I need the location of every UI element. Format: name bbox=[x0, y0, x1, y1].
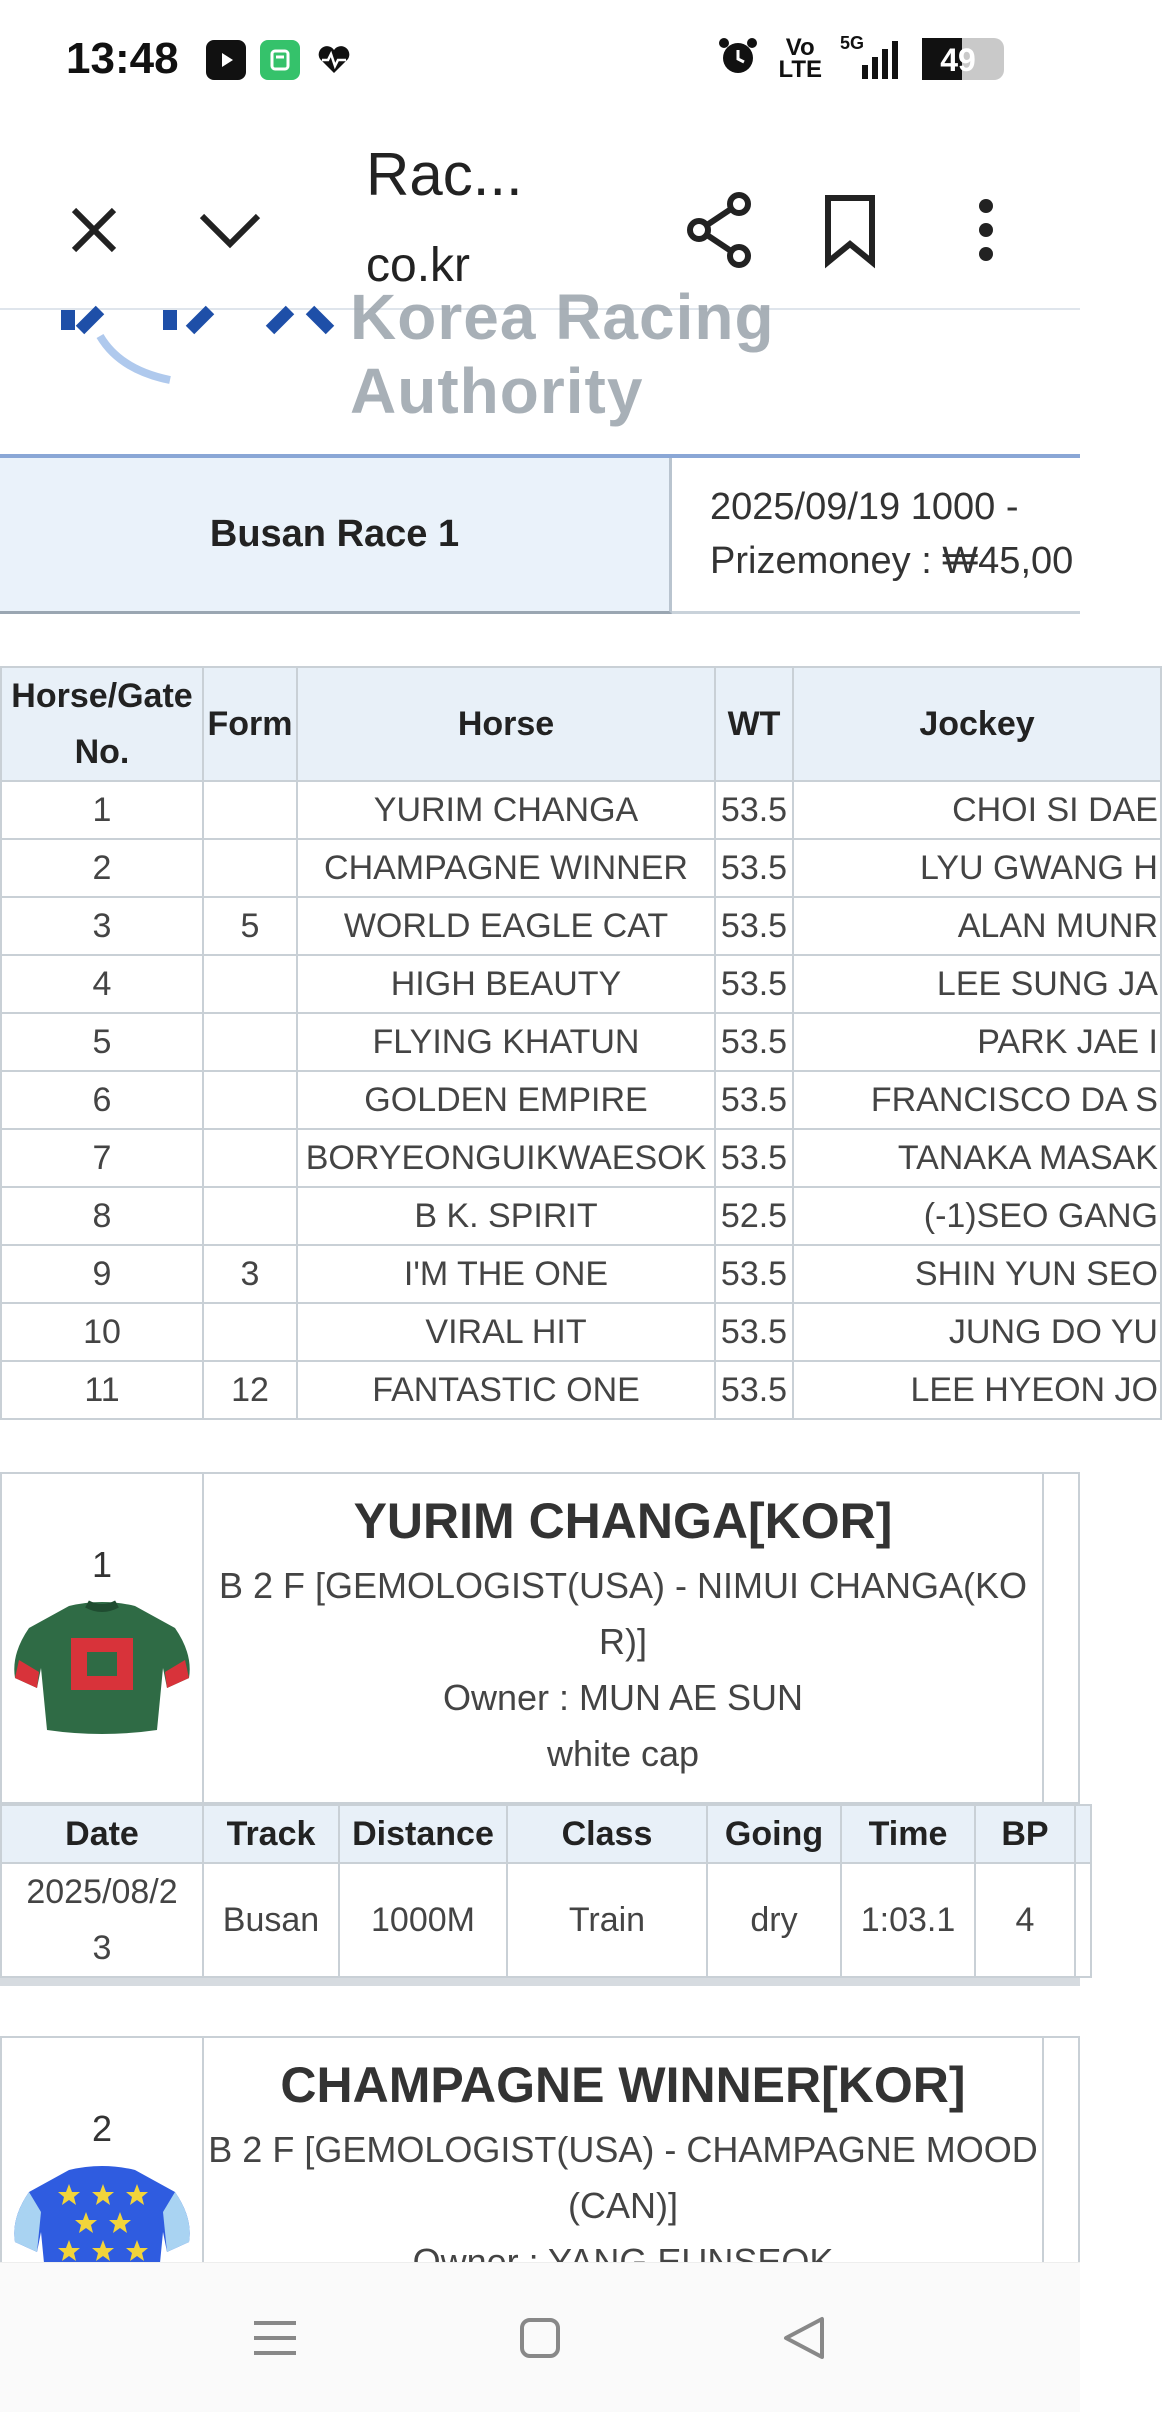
recent-apps-button[interactable] bbox=[240, 2303, 310, 2373]
col-form: Form bbox=[203, 667, 297, 781]
cell-form: 12 bbox=[203, 1361, 297, 1419]
horse-name: YURIM CHANGA[KOR] bbox=[353, 1493, 893, 1549]
page-content bbox=[0, 281, 1158, 2262]
record-col-overflow bbox=[1075, 1805, 1091, 1863]
record-going: dry bbox=[707, 1863, 841, 1977]
record-class: Train bbox=[507, 1863, 707, 1977]
record-date-part: 3 bbox=[92, 1929, 112, 1967]
cell-horse[interactable]: B K. SPIRIT bbox=[297, 1187, 715, 1245]
status-bar bbox=[0, 0, 1080, 120]
cell-gate-no: 7 bbox=[1, 1129, 203, 1187]
record-bp: 4 bbox=[975, 1863, 1075, 1977]
signal-icon bbox=[840, 32, 904, 81]
horse-card bbox=[0, 1472, 1080, 1986]
share-button[interactable] bbox=[670, 180, 770, 280]
horse-pedigree: B 2 F [GEMOLOGIST(USA) - CHAMPAGNE MOOD bbox=[208, 2129, 1038, 2170]
race-name: Busan Race 1 bbox=[0, 458, 672, 614]
horse-number: 1 bbox=[91, 1544, 113, 1585]
cell-weight: 53.5 bbox=[715, 1013, 793, 1071]
cell-gate-no: 8 bbox=[1, 1187, 203, 1245]
race-date-distance: 2025/09/19 1000 - bbox=[710, 486, 1019, 528]
cell-weight: 52.5 bbox=[715, 1187, 793, 1245]
cell-gate-no: 1 bbox=[1, 781, 203, 839]
alarm-icon bbox=[716, 34, 760, 83]
cell-gate-no: 9 bbox=[1, 1245, 203, 1303]
back-button[interactable] bbox=[770, 2303, 840, 2373]
cell-form bbox=[203, 1129, 297, 1187]
bookmark-icon bbox=[822, 194, 878, 266]
cell-weight: 53.5 bbox=[715, 955, 793, 1013]
record-col-going: Going bbox=[707, 1805, 841, 1863]
horse-card bbox=[0, 2036, 1080, 2296]
race-header bbox=[0, 458, 1080, 614]
cell-weight: 53.5 bbox=[715, 1303, 793, 1361]
share-icon bbox=[685, 192, 755, 268]
cell-jockey: ALAN MUNR bbox=[793, 897, 1161, 955]
bookmark-button[interactable] bbox=[800, 180, 900, 280]
table-row bbox=[1, 1013, 1161, 1071]
col-jockey: Jockey bbox=[793, 667, 1161, 781]
record-time: 1:03.1 bbox=[841, 1863, 975, 1977]
home-button[interactable] bbox=[505, 2303, 575, 2373]
cell-weight: 53.5 bbox=[715, 897, 793, 955]
close-tab-button[interactable] bbox=[52, 188, 136, 272]
health-icon bbox=[314, 40, 354, 80]
cell-weight: 53.5 bbox=[715, 1245, 793, 1303]
page-url[interactable]: co.kr bbox=[366, 239, 471, 292]
table-row bbox=[1, 1361, 1161, 1419]
app-icon bbox=[260, 40, 300, 80]
cell-jockey: LYU GWANG H bbox=[793, 839, 1161, 897]
logo-text: Korea Racing Authority bbox=[350, 281, 775, 427]
cell-form: 3 bbox=[203, 1245, 297, 1303]
record-col-date: Date bbox=[1, 1805, 203, 1863]
cell-jockey: (-1)SEO GANG bbox=[793, 1187, 1161, 1245]
cell-horse[interactable]: I'M THE ONE bbox=[297, 1245, 715, 1303]
table-row bbox=[1, 1187, 1161, 1245]
more-vert-icon bbox=[976, 198, 996, 262]
cell-horse[interactable]: GOLDEN EMPIRE bbox=[297, 1071, 715, 1129]
cell-horse[interactable]: CHAMPAGNE WINNER bbox=[297, 839, 715, 897]
cell-gate-no: 10 bbox=[1, 1303, 203, 1361]
cell-form bbox=[203, 1187, 297, 1245]
page-title: Rac... bbox=[366, 141, 523, 208]
race-prizemoney: Prizemoney : ₩45,00 bbox=[710, 540, 1074, 582]
record-date bbox=[1, 1863, 203, 1977]
entries-table bbox=[0, 666, 1162, 1420]
cell-gate-no: 11 bbox=[1, 1361, 203, 1419]
record-col-class: Class bbox=[507, 1805, 707, 1863]
chevron-down-icon bbox=[198, 210, 262, 250]
youtube-icon bbox=[206, 40, 246, 80]
battery-level: 49 bbox=[940, 41, 976, 78]
menu-icon bbox=[240, 2303, 310, 2373]
cell-horse[interactable]: FLYING KHATUN bbox=[297, 1013, 715, 1071]
cell-jockey: SHIN YUN SEO bbox=[793, 1245, 1161, 1303]
record-date-part: 2025/08/2 bbox=[26, 1873, 178, 1911]
race-record-table bbox=[0, 1804, 1092, 1978]
horse-number: 2 bbox=[91, 2108, 113, 2149]
cell-gate-no: 3 bbox=[1, 897, 203, 955]
horse-owner: Owner : MUN AE SUN bbox=[442, 1677, 804, 1718]
cell-form bbox=[203, 1013, 297, 1071]
cell-jockey: FRANCISCO DA S bbox=[793, 1071, 1161, 1129]
cell-horse[interactable]: WORLD EAGLE CAT bbox=[297, 897, 715, 955]
horse-name: CHAMPAGNE WINNER[KOR] bbox=[280, 2057, 966, 2113]
horse-cap: white cap bbox=[546, 1733, 700, 1774]
table-row bbox=[1, 1303, 1161, 1361]
home-icon bbox=[505, 2303, 575, 2373]
cell-gate-no: 6 bbox=[1, 1071, 203, 1129]
jockey-silk-icon bbox=[7, 2162, 197, 2262]
col-weight: WT bbox=[715, 667, 793, 781]
cell-form bbox=[203, 839, 297, 897]
record-row bbox=[1, 1863, 1091, 1977]
record-header-row bbox=[1, 1805, 1091, 1863]
cell-weight: 53.5 bbox=[715, 781, 793, 839]
table-row bbox=[1, 1129, 1161, 1187]
cell-jockey: LEE SUNG JA bbox=[793, 955, 1161, 1013]
col-horse: Horse bbox=[297, 667, 715, 781]
minimize-button[interactable] bbox=[188, 188, 272, 272]
cell-horse[interactable]: VIRAL HIT bbox=[297, 1303, 715, 1361]
horse-pedigree: B 2 F [GEMOLOGIST(USA) - NIMUI CHANGA(KO bbox=[218, 1565, 1028, 1606]
entries-header-row bbox=[1, 667, 1161, 781]
cell-form bbox=[203, 1071, 297, 1129]
table-row bbox=[1, 897, 1161, 955]
cell-horse[interactable]: BORYEONGUIKWAESOK bbox=[297, 1129, 715, 1187]
cell-gate-no: 5 bbox=[1, 1013, 203, 1071]
table-row bbox=[1, 1071, 1161, 1129]
record-distance: 1000M bbox=[339, 1863, 507, 1977]
system-nav-bar bbox=[0, 2262, 1080, 2412]
cell-jockey: JUNG DO YU bbox=[793, 1303, 1161, 1361]
cell-weight: 53.5 bbox=[715, 1071, 793, 1129]
table-row bbox=[1, 955, 1161, 1013]
close-icon bbox=[66, 202, 122, 258]
cell-form bbox=[203, 955, 297, 1013]
network-label: 5G bbox=[840, 32, 865, 53]
horse-pedigree-cont: (CAN)] bbox=[568, 2185, 678, 2226]
record-col-distance: Distance bbox=[339, 1805, 507, 1863]
table-row bbox=[1, 1245, 1161, 1303]
more-options-button[interactable] bbox=[946, 180, 1026, 280]
kra-logo-icon bbox=[60, 310, 360, 390]
cell-horse[interactable]: HIGH BEAUTY bbox=[297, 955, 715, 1013]
card-divider bbox=[0, 1978, 1080, 1986]
back-icon bbox=[770, 2303, 840, 2373]
record-overflow bbox=[1075, 1863, 1091, 1977]
battery-icon bbox=[922, 38, 1004, 80]
cell-weight: 53.5 bbox=[715, 839, 793, 897]
cell-horse[interactable]: FANTASTIC ONE bbox=[297, 1361, 715, 1419]
race-info bbox=[672, 458, 1080, 614]
record-col-time: Time bbox=[841, 1805, 975, 1863]
cell-jockey: LEE HYEON JO bbox=[793, 1361, 1161, 1419]
cell-jockey: CHOI SI DAE bbox=[793, 781, 1161, 839]
jockey-silk-icon bbox=[7, 1598, 197, 1734]
record-col-track: Track bbox=[203, 1805, 339, 1863]
volte-indicator: Vo LTE bbox=[778, 33, 822, 83]
table-row bbox=[1, 839, 1161, 897]
cell-horse[interactable]: YURIM CHANGA bbox=[297, 781, 715, 839]
record-col-bp: BP bbox=[975, 1805, 1075, 1863]
cell-form bbox=[203, 781, 297, 839]
status-time: 13:48 bbox=[66, 34, 179, 83]
cell-form bbox=[203, 1303, 297, 1361]
col-gate-no: Horse/Gate No. bbox=[1, 667, 203, 781]
kra-logo-banner bbox=[0, 281, 1080, 450]
cell-jockey: PARK JAE I bbox=[793, 1013, 1161, 1071]
cell-gate-no: 4 bbox=[1, 955, 203, 1013]
cell-gate-no: 2 bbox=[1, 839, 203, 897]
cell-weight: 53.5 bbox=[715, 1129, 793, 1187]
cell-jockey: TANAKA MASAK bbox=[793, 1129, 1161, 1187]
horse-pedigree-cont: R)] bbox=[599, 1621, 647, 1662]
cell-form: 5 bbox=[203, 897, 297, 955]
record-track: Busan bbox=[203, 1863, 339, 1977]
cell-weight: 53.5 bbox=[715, 1361, 793, 1419]
table-row bbox=[1, 781, 1161, 839]
